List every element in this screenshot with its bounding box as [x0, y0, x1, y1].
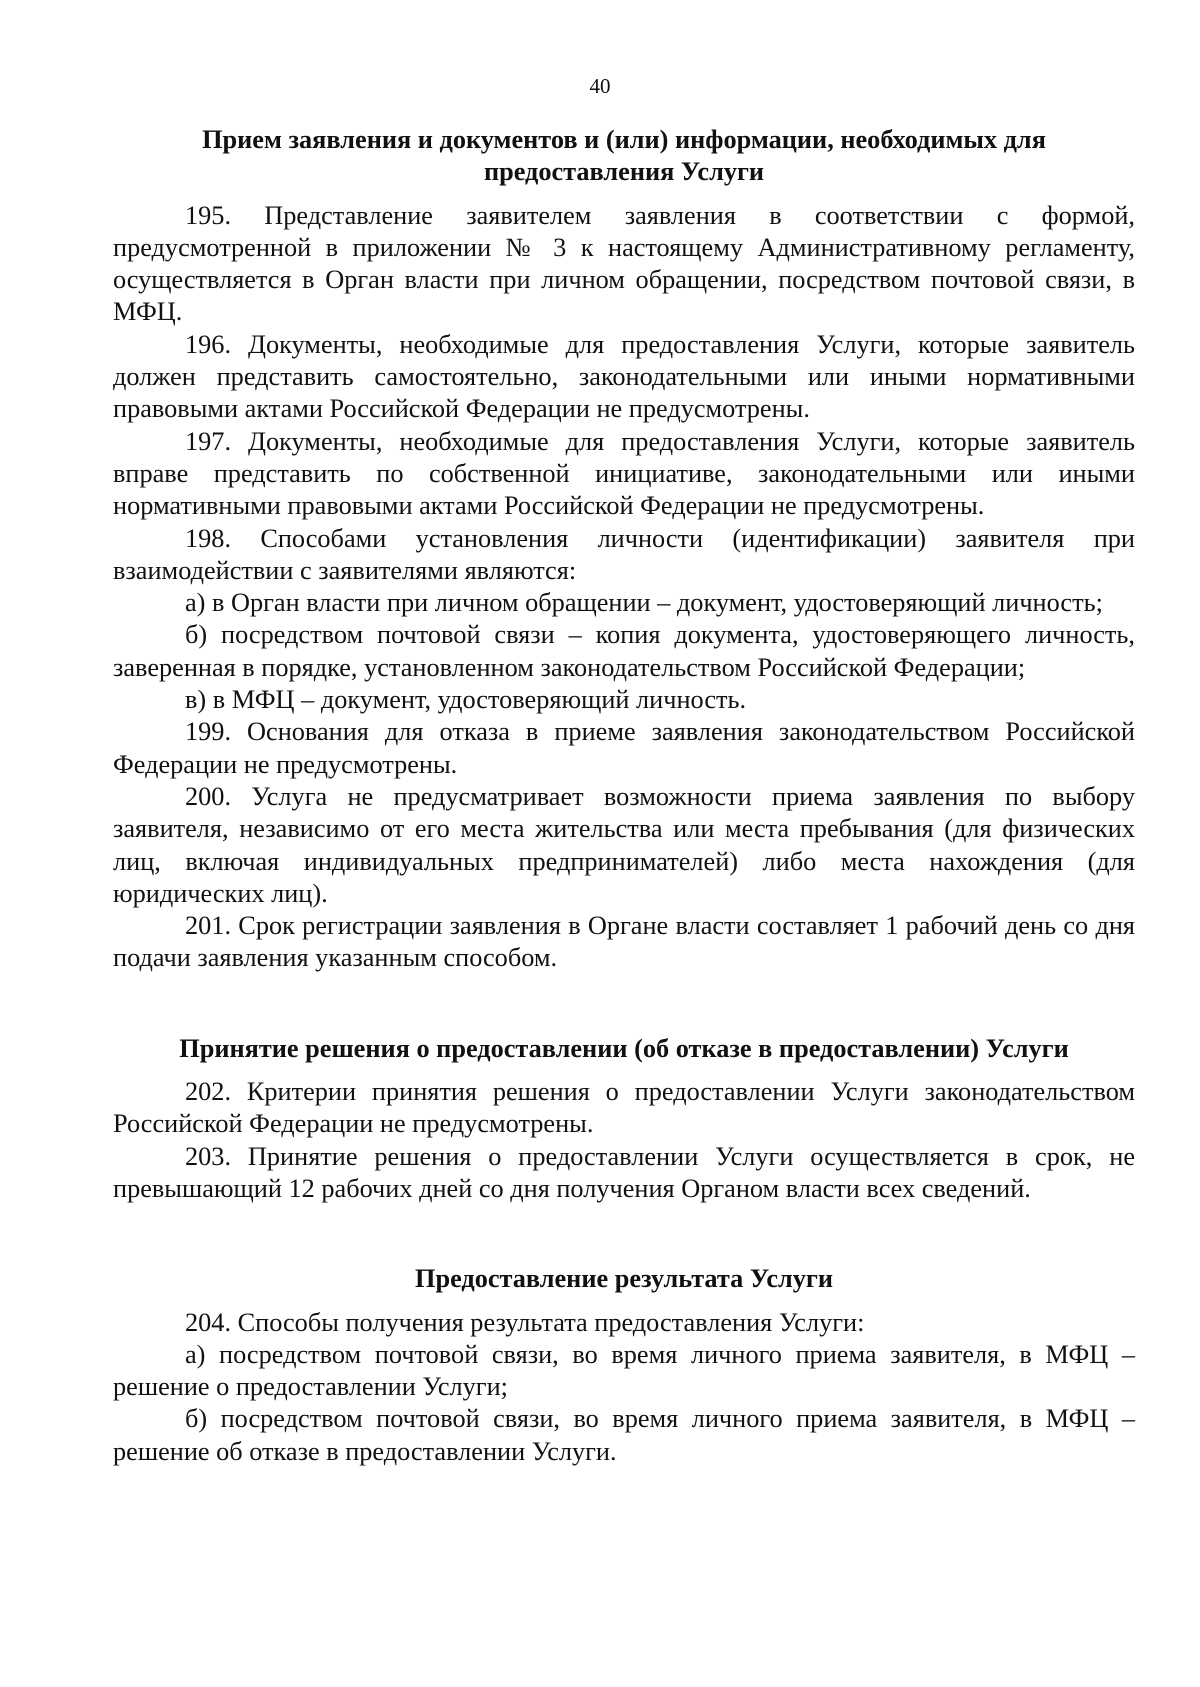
paragraph-202: 202. Критерии принятия решения о предоставлении Услуги законодательством Российской Федерации не предусмотрены.: [113, 1077, 1135, 1139]
document-body: [113, 124, 1135, 1468]
paragraph-198-v: в) в МФЦ – документ, удостоверяющий личность.: [185, 685, 747, 715]
paragraph-195: 195. Представление заявителем заявления в соответствии с формой, предусмотренной в приложении № 3 к настоящему Административному регламенту, осуществляется в Орган власти при личном обращении, посредством почтовой связи, в МФЦ.: [113, 200, 1135, 327]
page-number: 40: [589, 74, 611, 98]
paragraph-200: 200. Услуга не предусматривает возможности приема заявления по выбору заявителя, независимо от его места жительства или места пребывания (для физических лиц, включая индивидуальных предпринимателей) либо места нахождения (для юридических лиц).: [113, 781, 1135, 908]
section-heading-decision: Принятие решения о предоставлении (об отказе в предоставлении) Услуги: [179, 1033, 1069, 1063]
paragraph-204: 204. Способы получения результата предоставления Услуги:: [185, 1307, 865, 1337]
paragraph-198-b: б) посредством почтовой связи – копия документа, удостоверяющего личность, заверенная в порядке, установленном законодательством Российской Федерации;: [113, 620, 1135, 682]
section-heading-application-reception: Прием заявления и документов и (или) информации, необходимых для предоставления Услуги: [202, 125, 1046, 187]
paragraph-203: 203. Принятие решения о предоставлении Услуги осуществляется в срок, не превышающий 12 рабочих дней со дня получения Органом власти всех сведений.: [113, 1141, 1135, 1203]
paragraph-199: 199. Основания для отказа в приеме заявления законодательством Российской Федерации не предусмотрены.: [113, 717, 1135, 779]
paragraph-198: 198. Способами установления личности (идентификации) заявителя при взаимодействии с заявителями являются:: [113, 523, 1135, 585]
paragraph-198-a: а) в Орган власти при личном обращении – документ, удостоверяющий личность;: [185, 588, 1103, 618]
paragraph-201: 201. Срок регистрации заявления в Органе власти составляет 1 рабочий день со дня подачи заявления указанным способом.: [113, 911, 1135, 973]
section-heading-result: Предоставление результата Услуги: [414, 1264, 833, 1294]
paragraph-204-a: а) посредством почтовой связи, во время личного приема заявителя, в МФЦ – решение о предоставлении Услуги;: [113, 1339, 1135, 1402]
paragraph-204-b: б) посредством почтовой связи, во время личного приема заявителя, в МФЦ – решение об отказе в предоставлении Услуги.: [113, 1404, 1135, 1466]
paragraph-197: 197. Документы, необходимые для предоставления Услуги, которые заявитель вправе представить по собственной инициативе, законодательными или иными нормативными правовыми актами Российской Федерации не предусмотрены.: [113, 426, 1135, 521]
paragraph-196: 196. Документы, необходимые для предоставления Услуги, которые заявитель должен представить самостоятельно, законодательными или иными нормативными правовыми актами Российской Федерации не предусмотрены.: [113, 329, 1135, 424]
